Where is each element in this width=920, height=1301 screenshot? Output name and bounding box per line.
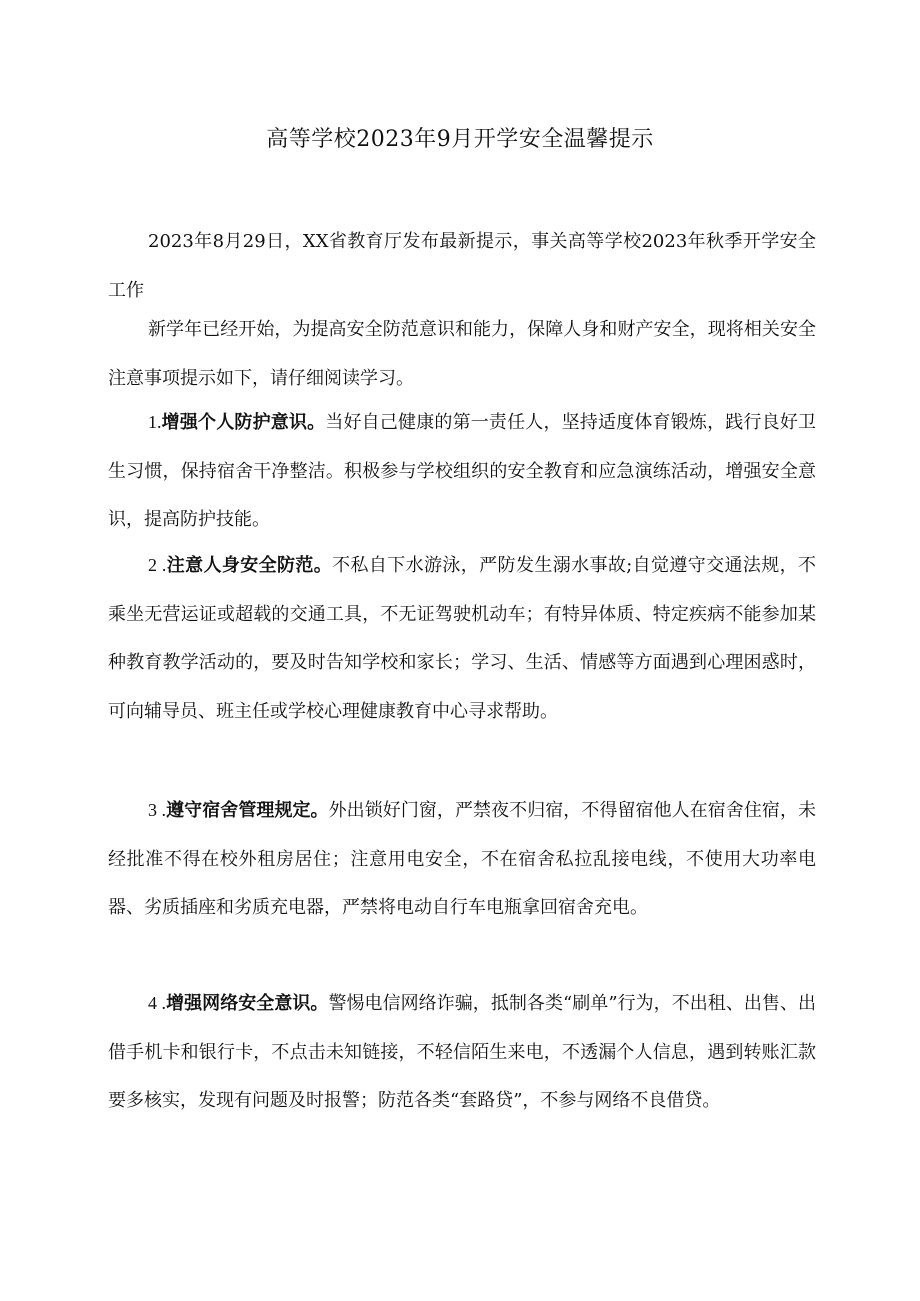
item-heading: 注意人身安全防范。 <box>166 555 333 576</box>
paragraph-text: 外出锁好门窗，严禁夜不归宿，不得留宿他人在宿舍住宿，未经批准不得在校外租房居住；注意用电安全，不在宿舍私拉乱接电线，不使用大功率电器、劣质插座和劣质充电器，严禁将电动自行车电瓶拿回宿舍充电。 <box>108 800 817 918</box>
item-heading: 遵守宿舍管理规定。 <box>166 800 329 821</box>
item-number: 4 . <box>148 993 167 1013</box>
paragraph-text: 不私自下水游泳，严防发生溺水事故;自觉遵守交通法规，不乘坐无营运证或超载的交通工具，不无证驾驶机动车；有特异体质、特定疾病不能参加某种教育教学活动的，要及时告知学校和家长；学习、生活、情感等方面遇到心理困惑时，可向辅导员、班主任或学校心理健康教育中心寻求帮助。 <box>108 555 817 722</box>
item-heading: 增强网络安全意识。 <box>166 993 329 1014</box>
paragraph-item-3 <box>108 786 816 933</box>
paragraph-item-2 <box>108 541 816 736</box>
item-number: 2 . <box>148 555 167 575</box>
paragraph-text: 2023年8月29日，XX省教育厅发布最新提示，事关高等学校2023年秋季开学安全工作 <box>108 231 816 301</box>
paragraph-text: 警惕电信网络诈骗，抵制各类“刷单”行为，不出租、出售、出借手机卡和银行卡，不点击未知链接，不轻信陌生来电，不透漏个人信息，遇到转账汇款要多核实，发现有问题及时报警；防范各类“套路贷”，不参与网络不良借贷。 <box>108 993 817 1111</box>
paragraph-intro <box>108 306 816 403</box>
document-title: 高等学校2023年9月开学安全温馨提示 <box>266 127 654 152</box>
item-number: 3 . <box>148 800 167 820</box>
paragraph-item-1 <box>108 398 816 545</box>
paragraph-item-4 <box>108 979 816 1126</box>
item-number: 1. <box>148 412 162 432</box>
paragraph-notice <box>108 218 816 315</box>
paragraph-text: 新学年已经开始，为提高安全防范意识和能力，保障人身和财产安全，现将相关安全注意事项提示如下，请仔细阅读学习。 <box>108 319 816 389</box>
item-heading: 增强个人防护意识。 <box>161 412 326 433</box>
paragraph-text: 当好自己健康的第一责任人，坚持适度体育锻炼，践行良好卫生习惯，保持宿舍干净整洁。积极参与学校组织的安全教育和应急演练活动，增强安全意识，提高防护技能。 <box>108 412 817 530</box>
